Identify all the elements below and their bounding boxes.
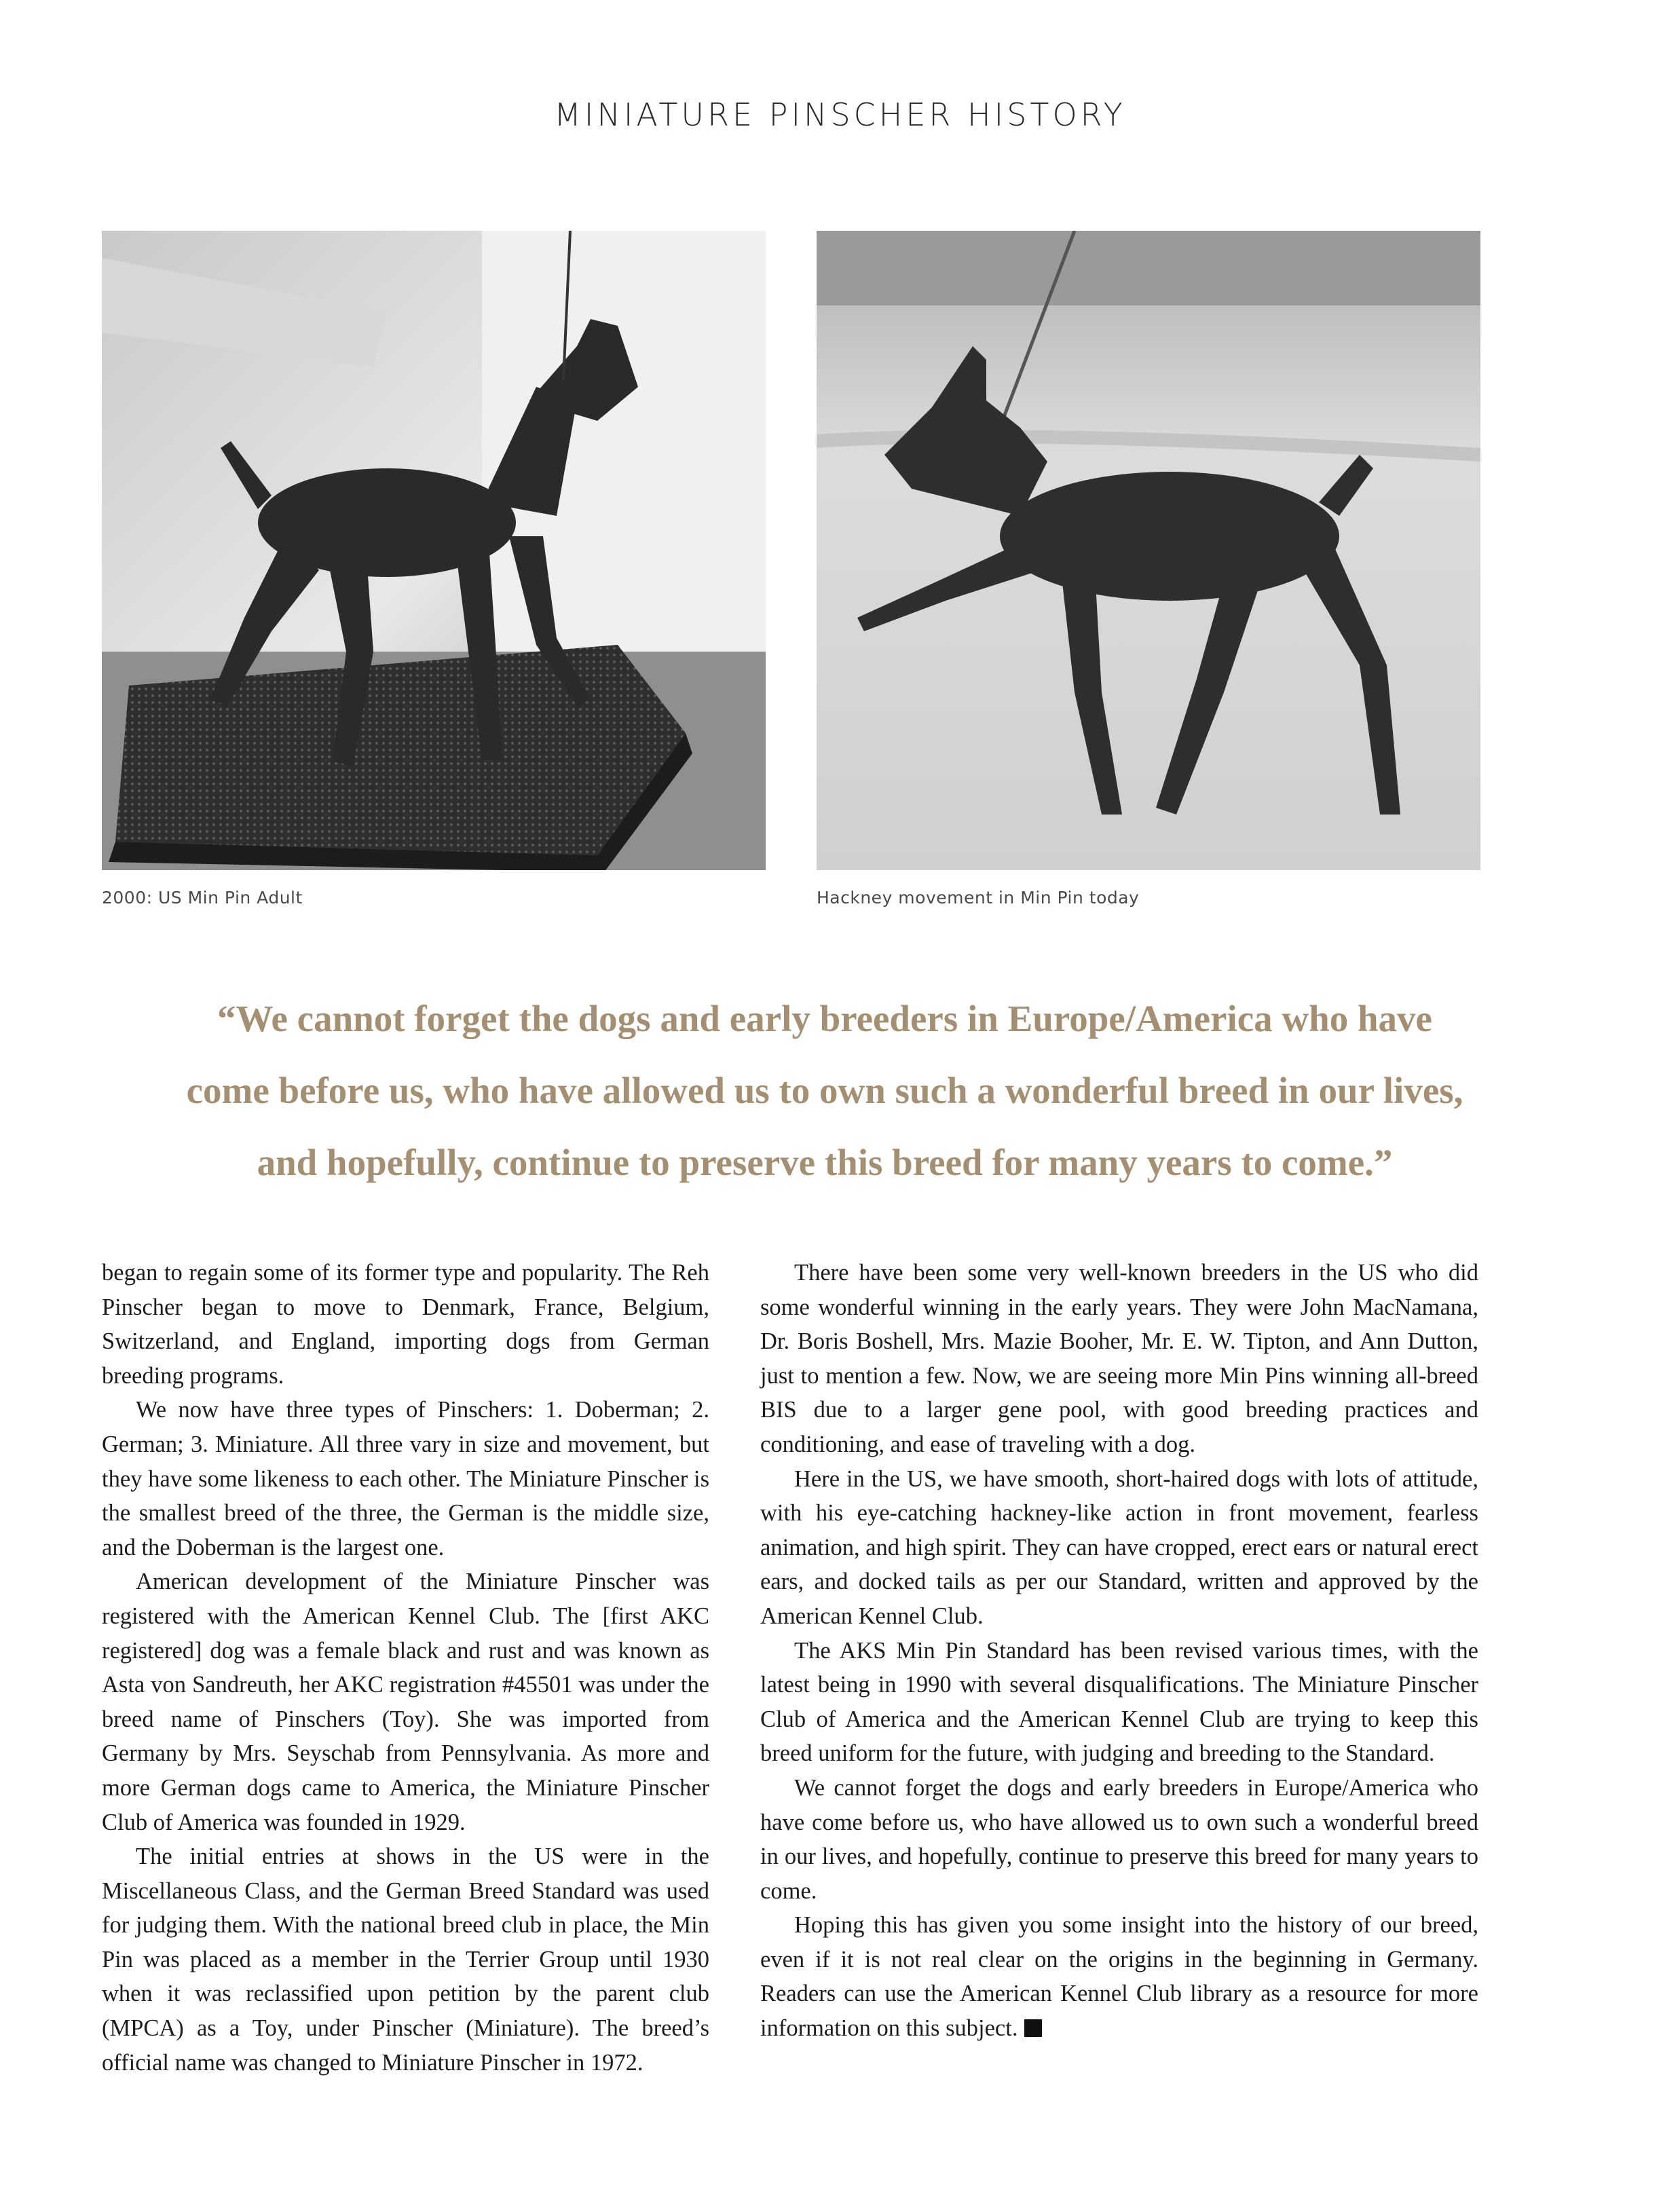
body-paragraph: The AKS Min Pin Standard has been revised various times, with the latest being in 1990 with several disqualifications. The Miniature Pinscher Club of America and the American Kennel Club are trying to keep this breed uniform for the future, with judging and breeding to the Standard. xyxy=(760,1637,1478,1767)
photo-caption-left: 2000: US Min Pin Adult xyxy=(102,888,303,908)
min-pin-on-table-image xyxy=(102,231,766,870)
body-paragraph: Here in the US, we have smooth, short-haired dogs with lots of attitude, with his eye-catching hackney-like action in front movement, fearless animation, and high spirit. They can have cropped, erect ears or natural erect ears, and docked tails as per our Standard, written and approved by the American Kennel Club. xyxy=(760,1465,1478,1629)
body-paragraph: There have been some very well-known breeders in the US who did some wonderful winning in the early years. They were John MacNamana, Dr. Boris Boshell, Mrs. Mazie Booher, Mr. E. W. Tipton, and Ann Dutton, just to mention a few. Now, we are seeing more Min Pins winning all-breed BIS due to a larger gene pool, with good breeding practices and conditioning, and ease of traveling with a dog. xyxy=(760,1260,1478,1457)
pull-quote-line: and hopefully, continue to preserve this breed for many years to come.” xyxy=(257,1142,1393,1183)
min-pin-hackney-image xyxy=(817,231,1480,870)
final-paragraph-text: Hoping this has given you some insight into the history of our breed, even if it is not real clear on the origins in the beginning in Germany. Readers can use the American Kennel Club library as a resource for more information on this subject. xyxy=(760,1912,1478,2042)
body-paragraph: began to regain some of its former type and popularity. The Reh Pinscher began to move to Denmark, France, Belgium, Switzerland, and England, importing dogs from German breeding programs. xyxy=(102,1260,709,1389)
article-column-left xyxy=(102,1256,709,2080)
pull-quote-line: come before us, who have allowed us to own such a wonderful breed in our lives, xyxy=(186,1070,1463,1111)
running-title: MINIATURE PINSCHER HISTORY xyxy=(554,96,1126,133)
min-pin-on-table-photo xyxy=(102,231,766,870)
min-pin-hackney-photo xyxy=(817,231,1480,870)
photo-caption-right: Hackney movement in Min Pin today xyxy=(817,888,1140,908)
body-paragraph: American development of the Miniature Pinscher was registered with the American Kennel Club. The [first AKC registered] dog was a female black and rust and was known as Asta von Sandreuth, her AKC registration #45501 was under the breed name of Pinschers (Toy). She was imported from Germany by Mrs. Seyschab from Pennsylvania. As more and more German dogs came to America, the Miniature Pinscher Club of America was founded in 1929. xyxy=(102,1569,709,1835)
pull-quote xyxy=(102,983,1548,1199)
article-column-right xyxy=(760,1256,1478,2046)
body-paragraph: The initial entries at shows in the US were in the Miscellaneous Class, and the German Breed Standard was used for judging them. With the national breed club in place, the Min Pin was placed as a member in the Terrier Group until 1930 when it was reclassified upon petition by the parent club (MPCA) as a Toy, under Pinscher (Miniature). The breed’s official name was changed to Miniature Pinscher in 1972. xyxy=(102,1844,709,2076)
end-of-article-mark xyxy=(1024,2019,1042,2037)
pull-quote-line: “We cannot forget the dogs and early breeders in Europe/America who have xyxy=(217,998,1432,1039)
body-paragraph-last xyxy=(760,1908,1478,2045)
body-paragraph: We cannot forget the dogs and early breeders in Europe/America who have come before us, who have allowed us to own such a wonderful breed in our lives, and hopefully, continue to preserve this breed for many years to come. xyxy=(760,1774,1478,1904)
body-paragraph: We now have three types of Pinschers: 1. Doberman; 2. German; 3. Miniature. All three vary in size and movement, but they have some likeness to each other. The Miniature Pinscher is the smallest breed of the three, the German is the middle size, and the Doberman is the largest one. xyxy=(102,1397,709,1560)
